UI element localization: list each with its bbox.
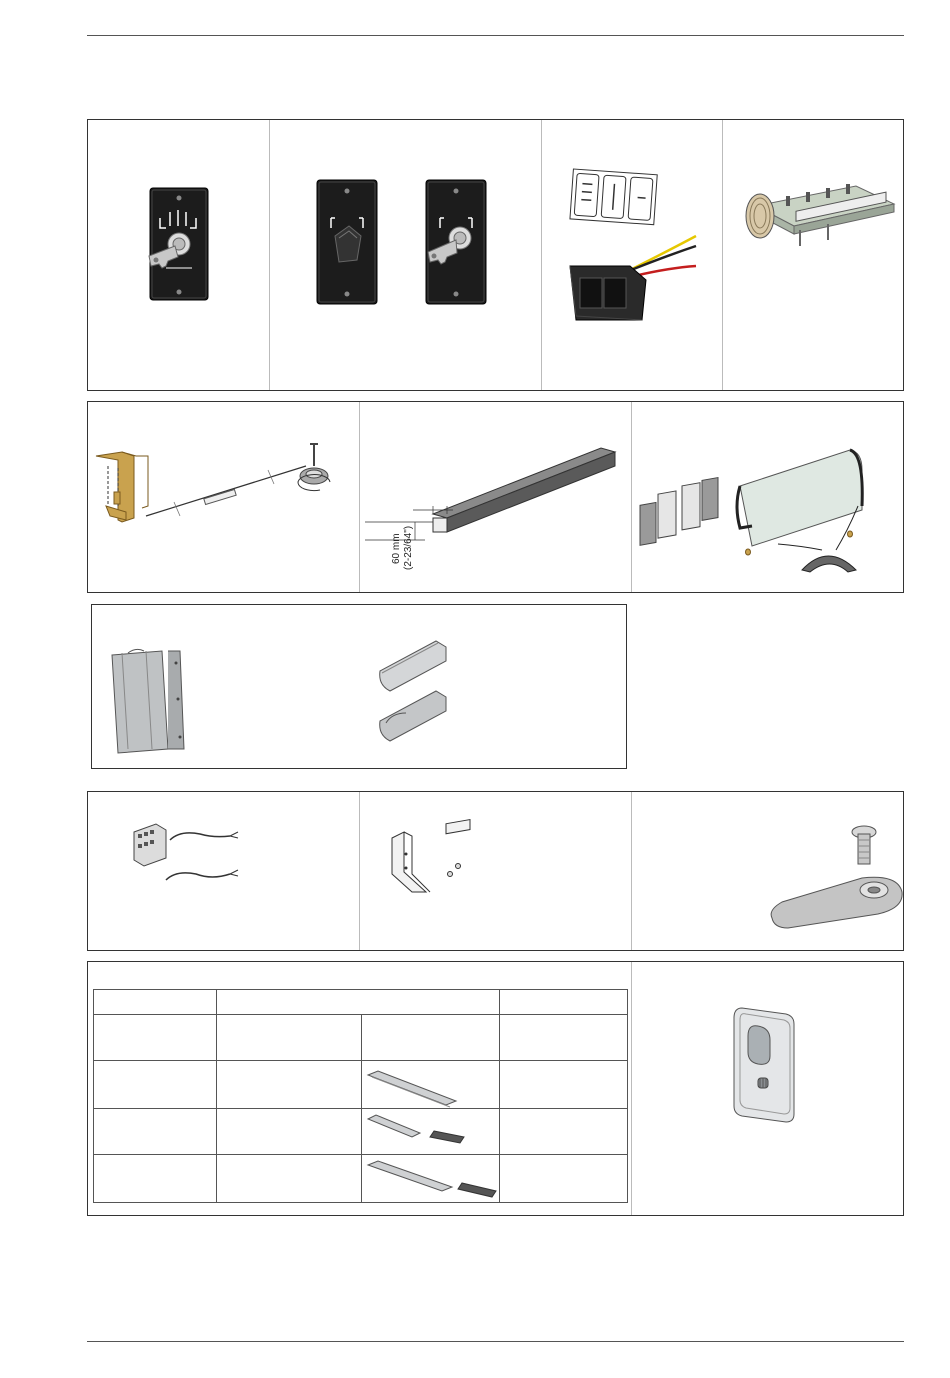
control-board-icon: [736, 176, 896, 266]
header-rule: [87, 35, 904, 36]
table-cell: [216, 1015, 361, 1061]
knob-switch-plate-icon: [313, 178, 383, 308]
key-switch-plate-icon-2: [416, 178, 496, 308]
table-cell: [94, 1015, 217, 1061]
lever-arm-icon: [768, 822, 908, 942]
key-switch-plate-icon: [138, 184, 218, 314]
cover-profile-icon: [372, 641, 452, 741]
table-cell: [361, 1015, 499, 1061]
table-cell: [500, 1015, 628, 1061]
rail-table: [93, 989, 628, 1203]
accessory-row-switches: [87, 119, 904, 391]
table-row: [94, 1155, 628, 1203]
rail-dimension-mm: 60 mm: [391, 533, 402, 564]
accessory-row-mechanics: [87, 401, 904, 593]
rail-long-with-plate-icon: [366, 1159, 506, 1203]
rail-long-icon: [366, 1067, 496, 1107]
rocker-switch-icon: [566, 166, 696, 336]
square-rail-icon: [363, 442, 631, 582]
table-header-cell: [216, 990, 500, 1015]
table-header-cell: [500, 990, 628, 1015]
connector-cable-icon: [130, 822, 270, 902]
accessory-row-rails: [87, 961, 904, 1216]
rail-short-with-plate-icon: [366, 1113, 496, 1153]
release-lever-icon: [92, 442, 352, 542]
accessory-row-profiles: [91, 604, 627, 769]
accessory-row-small-parts: [87, 791, 904, 951]
rail-dimension-in: (2-23/64"): [403, 525, 414, 570]
end-cap-cover-icon: [636, 446, 901, 586]
mounting-bracket-icon: [388, 828, 488, 908]
table-row: [94, 1061, 628, 1109]
profile-rail-icon: [106, 647, 186, 753]
wall-plate-icon: [728, 1002, 808, 1132]
table-header-cell: [94, 990, 217, 1015]
footer-rule: [87, 1341, 904, 1342]
table-row: [94, 1109, 628, 1155]
